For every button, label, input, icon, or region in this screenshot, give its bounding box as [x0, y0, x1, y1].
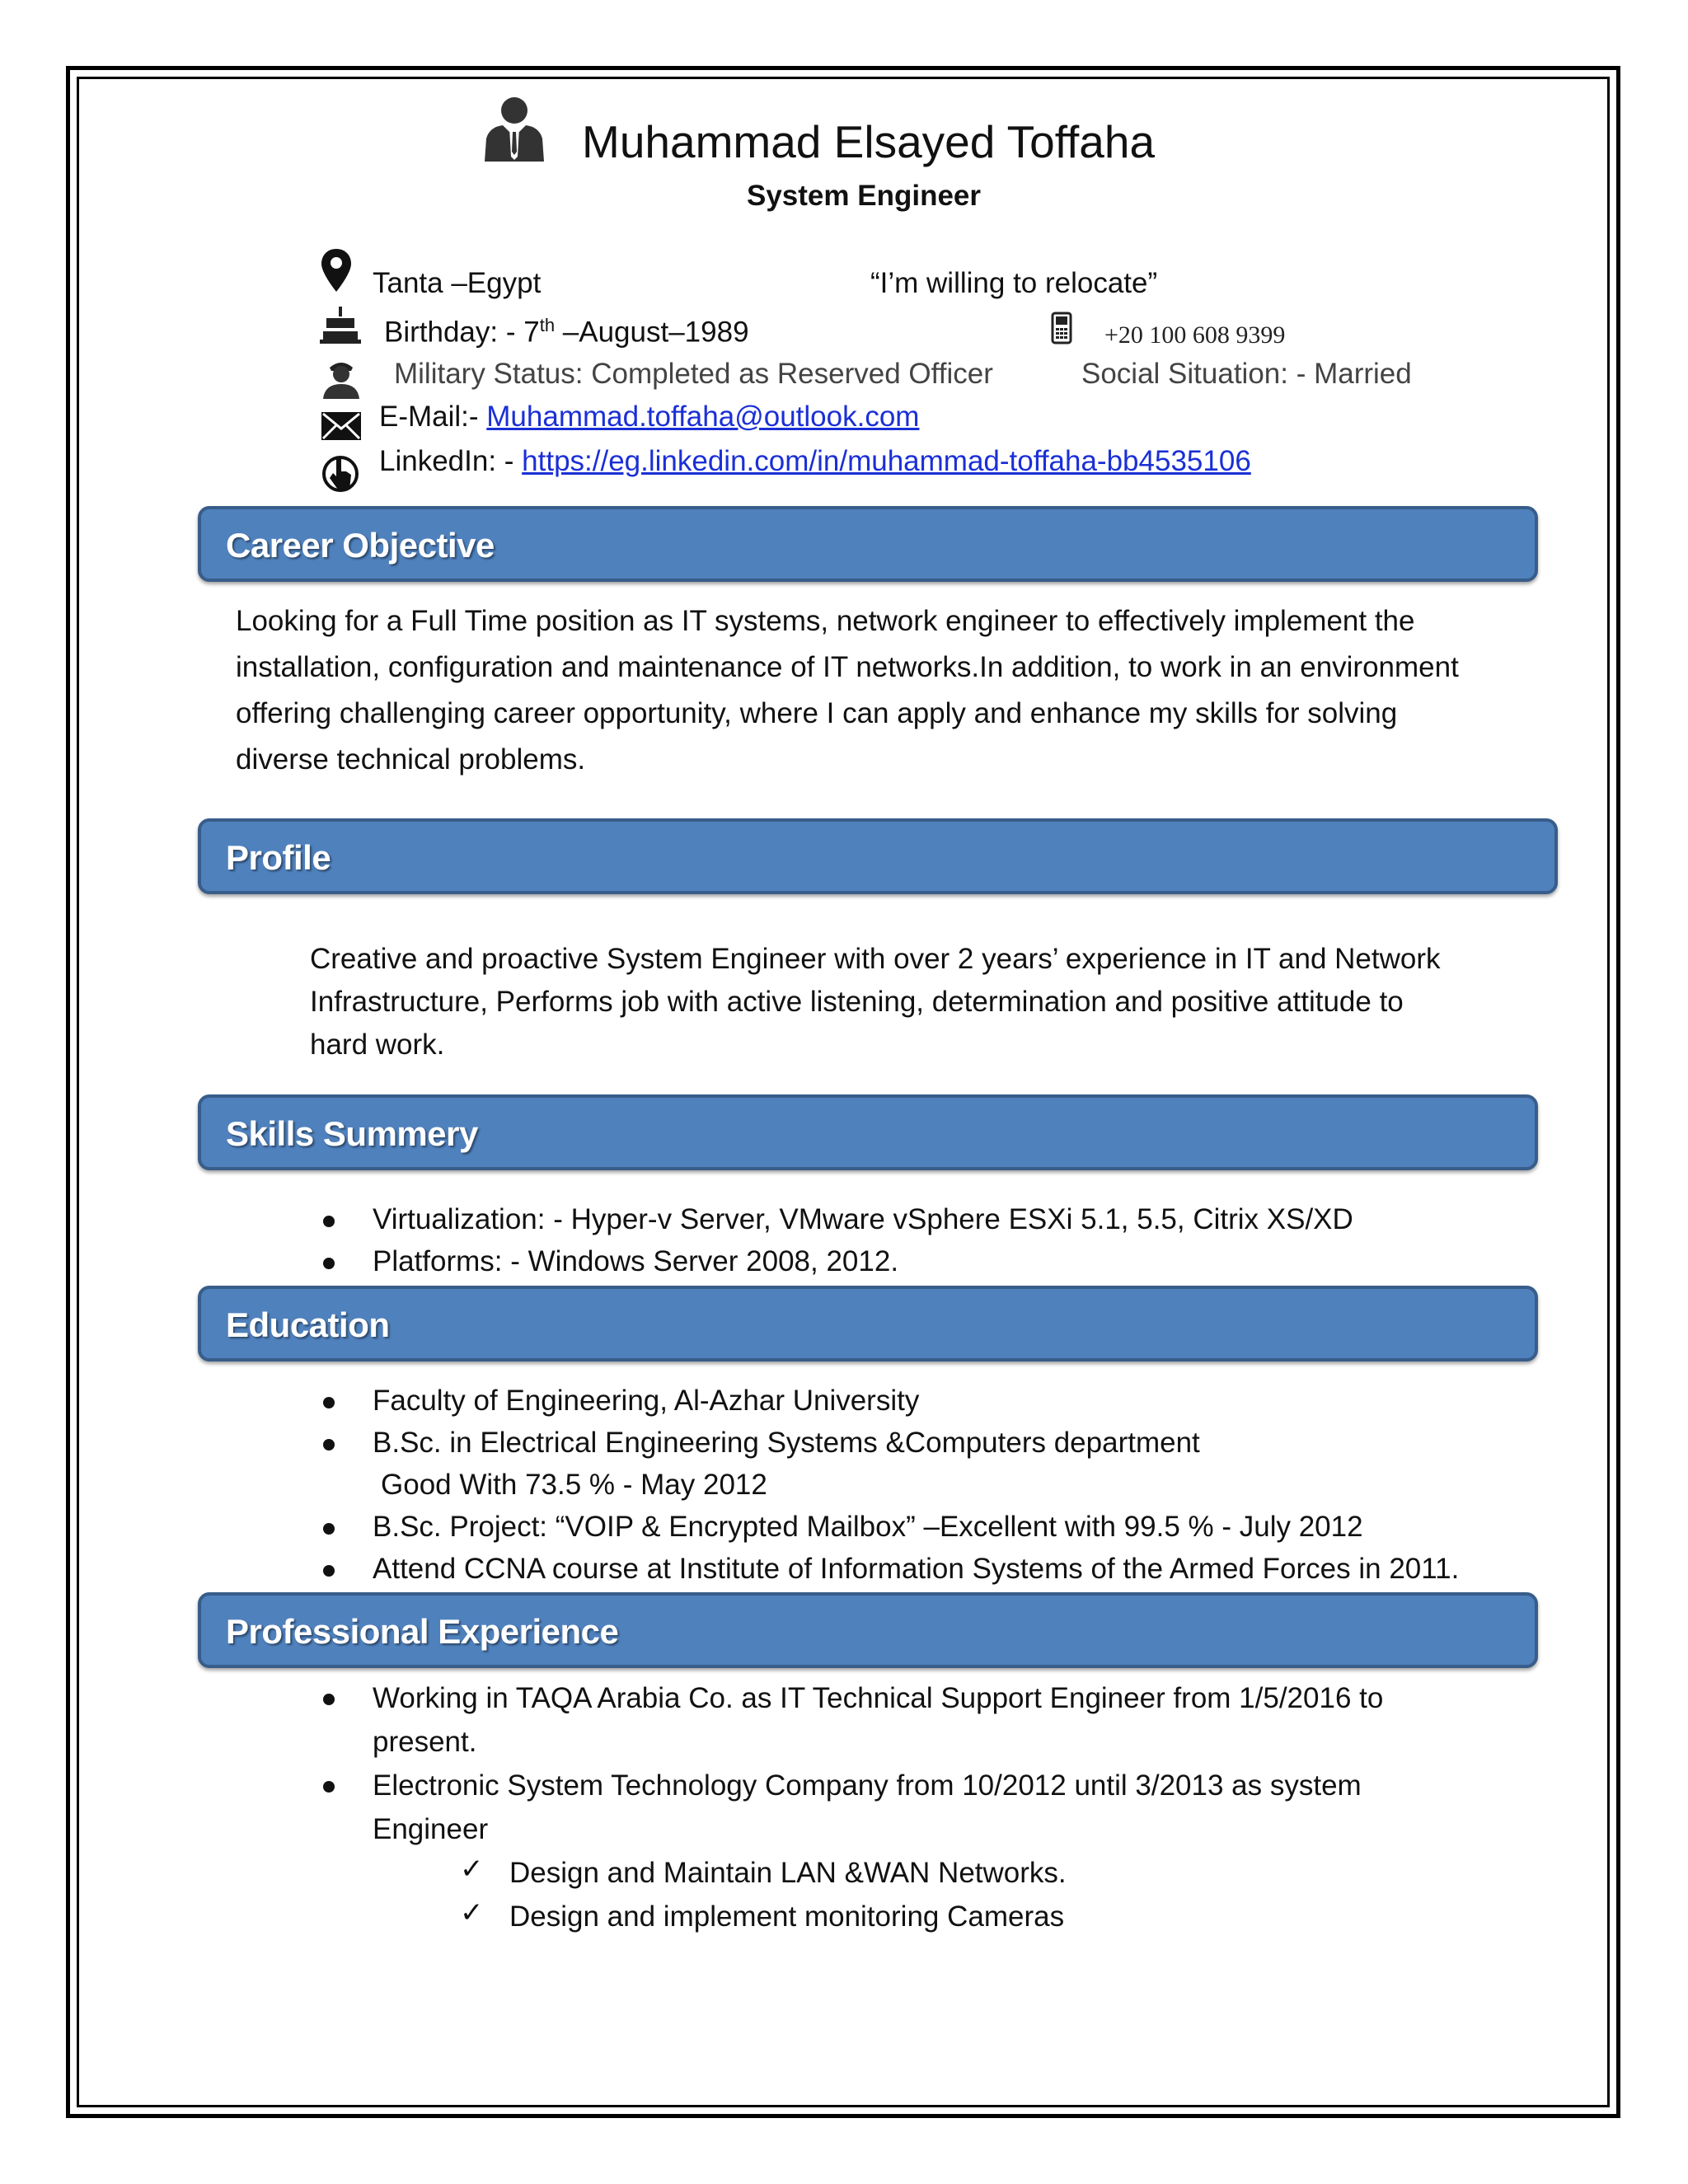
birthday-cake-icon: [320, 305, 361, 344]
profile-header: [198, 818, 1558, 894]
experience-line: Engineer: [373, 1813, 489, 1845]
relocate-text: “I’m willing to relocate”: [870, 267, 1158, 299]
list-item: B.Sc. Project: “VOIP & Encrypted Mailbox” –Excellent with 99.5 % - July 2012: [321, 1506, 1459, 1548]
soldier-icon: [321, 356, 361, 399]
social-situation: Social Situation: - Married: [1081, 358, 1412, 390]
education-header: [198, 1286, 1538, 1361]
career-objective-text: [236, 598, 1459, 783]
person-suit-icon: [481, 94, 547, 162]
birthday-text: [384, 315, 749, 349]
career-objective-line: offering challenging career opportunity, where I can apply and enhance my skills for solving: [236, 697, 1398, 729]
profile-heading: Profile: [226, 838, 331, 877]
profile-line: Infrastructure, Performs job with active listening, determination and positive attitude to: [310, 986, 1404, 1018]
birthday-prefix: Birthday: - 7: [384, 316, 540, 349]
duty-text: Design and Maintain LAN &WAN Networks.: [509, 1857, 1067, 1889]
profile-line: Creative and proactive System Engineer with over 2 years’ experience in IT and Network: [310, 943, 1441, 975]
envelope-icon: [321, 412, 361, 440]
mobile-phone-icon: [1050, 312, 1073, 344]
experience-line: Working in TAQA Arabia Co. as IT Technical Support Engineer from 1/5/2016 to: [373, 1682, 1384, 1714]
linkedin-line: [379, 445, 1251, 478]
career-objective-heading: Career Objective: [226, 526, 495, 565]
experience-line: Electronic System Technology Company from 10/2012 until 3/2013 as system: [373, 1769, 1362, 1802]
map-pin-icon: [320, 247, 353, 293]
career-objective-line: installation, configuration and maintenance of IT networks.In addition, to work in an environment: [236, 651, 1459, 683]
linkedin-label: LinkedIn: -: [379, 445, 523, 477]
career-objective-line: Looking for a Full Time position as IT systems, network engineer to effectively implement the: [236, 605, 1415, 637]
experience-list: [321, 1676, 1383, 1851]
list-item: [321, 1422, 1459, 1506]
check-icon: ✓: [460, 1853, 484, 1886]
experience-header: [198, 1592, 1538, 1668]
phone-number: +20 100 608 9399: [1104, 321, 1286, 349]
birthday-ordinal: th: [539, 315, 556, 335]
education-degree: B.Sc. in Electrical Engineering Systems &Computers department: [373, 1427, 1200, 1459]
list-item: Platforms: - Windows Server 2008, 2012.: [321, 1240, 1353, 1282]
email-label: E-Mail:-: [379, 401, 487, 433]
email-line: [379, 401, 919, 434]
list-item: Faculty of Engineering, Al-Azhar University: [321, 1380, 1459, 1422]
check-icon: ✓: [460, 1896, 484, 1929]
education-heading: Education: [226, 1305, 390, 1344]
career-objective-line: diverse technical problems.: [236, 743, 586, 776]
military-status: Military Status: Completed as Reserved Officer: [394, 358, 993, 390]
list-item: Virtualization: - Hyper-v Server, VMware vSphere ESXi 5.1, 5.5, Citrix XS/XD: [321, 1198, 1353, 1240]
list-item: [321, 1764, 1383, 1851]
email-link[interactable]: Muhammad.toffaha@outlook.com: [486, 401, 920, 433]
profile-text: [310, 938, 1441, 1066]
skills-heading: Skills Summery: [226, 1114, 478, 1153]
list-item: [460, 1895, 1067, 1938]
job-title: System Engineer: [747, 180, 981, 212]
candidate-name: Muhammad Elsayed Toffaha: [582, 116, 1156, 167]
list-item: Attend CCNA course at Institute of Information Systems of the Armed Forces in 2011.: [321, 1548, 1459, 1590]
location-text: Tanta –Egypt: [373, 267, 542, 299]
list-item: [321, 1676, 1383, 1764]
skills-header: [198, 1094, 1538, 1170]
experience-line: present.: [373, 1726, 477, 1758]
experience-duties: [460, 1851, 1067, 1938]
education-list: [321, 1380, 1459, 1590]
linkedin-link[interactable]: https://eg.linkedin.com/in/muhammad-toffaha-bb4535106: [522, 445, 1251, 477]
hand-pointer-icon: [321, 453, 359, 493]
skills-list: [321, 1198, 1353, 1282]
experience-heading: Professional Experience: [226, 1612, 619, 1651]
list-item: [460, 1851, 1067, 1895]
career-objective-header: [198, 506, 1538, 582]
birthday-suffix: –August–1989: [555, 316, 749, 349]
education-grade: Good With 73.5 % - May 2012: [381, 1469, 767, 1501]
profile-line: hard work.: [310, 1029, 445, 1061]
duty-text: Design and implement monitoring Cameras: [509, 1900, 1065, 1933]
